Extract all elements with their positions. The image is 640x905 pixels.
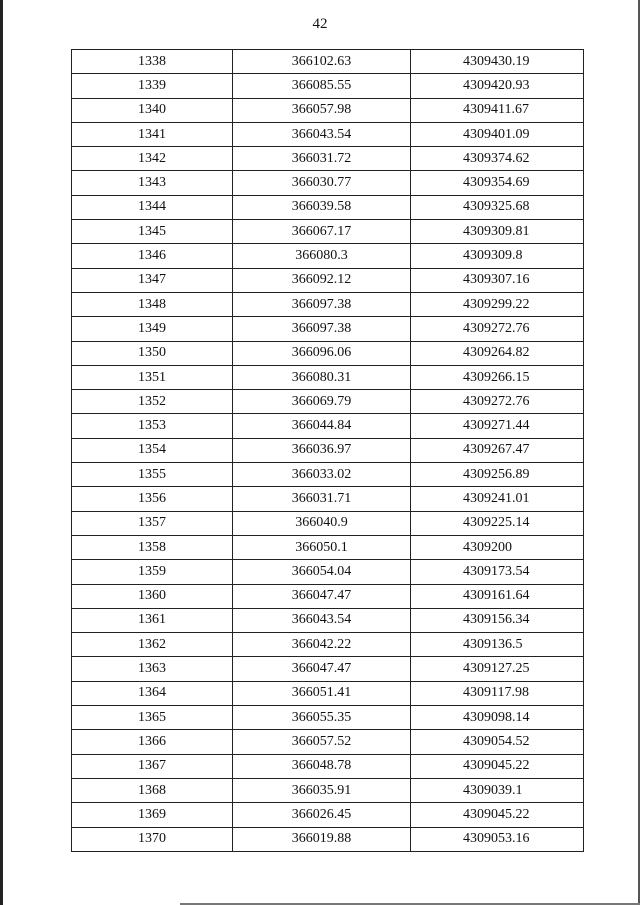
x-coordinate-cell: 366096.06 — [233, 341, 411, 365]
x-coordinate-cell: 366102.63 — [233, 50, 411, 74]
y-coordinate-cell: 4309256.89 — [411, 463, 584, 487]
point-number-cell: 1349 — [72, 317, 233, 341]
point-number-cell: 1365 — [72, 706, 233, 730]
point-number-cell: 1358 — [72, 535, 233, 559]
y-coordinate-cell: 4309307.16 — [411, 268, 584, 292]
point-number-cell: 1348 — [72, 292, 233, 316]
table-row — [72, 463, 584, 487]
y-coordinate-cell: 4309267.47 — [411, 438, 584, 462]
y-coordinate-cell: 4309127.25 — [411, 657, 584, 681]
x-coordinate-cell: 366097.38 — [233, 292, 411, 316]
y-coordinate-cell: 4309039.1 — [411, 778, 584, 802]
point-number-cell: 1369 — [72, 803, 233, 827]
x-coordinate-cell: 366042.22 — [233, 633, 411, 657]
point-number-cell: 1345 — [72, 220, 233, 244]
y-coordinate-cell: 4309309.8 — [411, 244, 584, 268]
point-number-cell: 1356 — [72, 487, 233, 511]
y-coordinate-cell: 4309430.19 — [411, 50, 584, 74]
y-coordinate-cell: 4309136.5 — [411, 633, 584, 657]
x-coordinate-cell: 366055.35 — [233, 706, 411, 730]
table-row — [72, 778, 584, 802]
y-coordinate-cell: 4309225.14 — [411, 511, 584, 535]
point-number-cell: 1355 — [72, 463, 233, 487]
table-row — [72, 633, 584, 657]
x-coordinate-cell: 366080.31 — [233, 365, 411, 389]
y-coordinate-cell: 4309054.52 — [411, 730, 584, 754]
point-number-cell: 1352 — [72, 390, 233, 414]
y-coordinate-cell: 4309299.22 — [411, 292, 584, 316]
table-row — [72, 220, 584, 244]
point-number-cell: 1344 — [72, 195, 233, 219]
x-coordinate-cell: 366019.88 — [233, 827, 411, 851]
table-row — [72, 390, 584, 414]
point-number-cell: 1350 — [72, 341, 233, 365]
point-number-cell: 1338 — [72, 50, 233, 74]
table-row — [72, 268, 584, 292]
table-row — [72, 560, 584, 584]
y-coordinate-cell: 4309420.93 — [411, 74, 584, 98]
x-coordinate-cell: 366048.78 — [233, 754, 411, 778]
y-coordinate-cell: 4309309.81 — [411, 220, 584, 244]
y-coordinate-cell: 4309401.09 — [411, 122, 584, 146]
scan-edge-left — [0, 0, 3, 905]
point-number-cell: 1367 — [72, 754, 233, 778]
table-row — [72, 365, 584, 389]
table-row — [72, 292, 584, 316]
table-row — [72, 827, 584, 851]
table-row — [72, 74, 584, 98]
point-number-cell: 1359 — [72, 560, 233, 584]
x-coordinate-cell: 366039.58 — [233, 195, 411, 219]
point-number-cell: 1370 — [72, 827, 233, 851]
x-coordinate-cell: 366031.71 — [233, 487, 411, 511]
x-coordinate-cell: 366043.54 — [233, 608, 411, 632]
point-number-cell: 1360 — [72, 584, 233, 608]
y-coordinate-cell: 4309272.76 — [411, 390, 584, 414]
point-number-cell: 1364 — [72, 681, 233, 705]
table-row — [72, 244, 584, 268]
table-row — [72, 414, 584, 438]
y-coordinate-cell: 4309411.67 — [411, 98, 584, 122]
x-coordinate-cell: 366047.47 — [233, 657, 411, 681]
point-number-cell: 1368 — [72, 778, 233, 802]
point-number-cell: 1361 — [72, 608, 233, 632]
y-coordinate-cell: 4309200 — [411, 535, 584, 559]
y-coordinate-cell: 4309325.68 — [411, 195, 584, 219]
x-coordinate-cell: 366043.54 — [233, 122, 411, 146]
point-number-cell: 1347 — [72, 268, 233, 292]
x-coordinate-cell: 366036.97 — [233, 438, 411, 462]
y-coordinate-cell: 4309045.22 — [411, 803, 584, 827]
y-coordinate-cell: 4309354.69 — [411, 171, 584, 195]
point-number-cell: 1353 — [72, 414, 233, 438]
x-coordinate-cell: 366033.02 — [233, 463, 411, 487]
point-number-cell: 1366 — [72, 730, 233, 754]
x-coordinate-cell: 366069.79 — [233, 390, 411, 414]
table-row — [72, 122, 584, 146]
x-coordinate-cell: 366047.47 — [233, 584, 411, 608]
table-row — [72, 657, 584, 681]
point-number-cell: 1354 — [72, 438, 233, 462]
table-row — [72, 341, 584, 365]
y-coordinate-cell: 4309271.44 — [411, 414, 584, 438]
y-coordinate-cell: 4309173.54 — [411, 560, 584, 584]
table-row — [72, 706, 584, 730]
x-coordinate-cell: 366057.98 — [233, 98, 411, 122]
coordinates-table-body — [72, 50, 584, 852]
table-row — [72, 608, 584, 632]
x-coordinate-cell: 366035.91 — [233, 778, 411, 802]
y-coordinate-cell: 4309241.01 — [411, 487, 584, 511]
point-number-cell: 1346 — [72, 244, 233, 268]
x-coordinate-cell: 366031.72 — [233, 147, 411, 171]
point-number-cell: 1362 — [72, 633, 233, 657]
coordinates-table — [71, 49, 584, 852]
table-row — [72, 98, 584, 122]
y-coordinate-cell: 4309272.76 — [411, 317, 584, 341]
point-number-cell: 1339 — [72, 74, 233, 98]
y-coordinate-cell: 4309098.14 — [411, 706, 584, 730]
table-row — [72, 511, 584, 535]
table-row — [72, 681, 584, 705]
table-row — [72, 195, 584, 219]
y-coordinate-cell: 4309264.82 — [411, 341, 584, 365]
table-row — [72, 317, 584, 341]
table-row — [72, 147, 584, 171]
y-coordinate-cell: 4309053.16 — [411, 827, 584, 851]
x-coordinate-cell: 366057.52 — [233, 730, 411, 754]
point-number-cell: 1340 — [72, 98, 233, 122]
x-coordinate-cell: 366050.1 — [233, 535, 411, 559]
table-row — [72, 50, 584, 74]
table-row — [72, 730, 584, 754]
y-coordinate-cell: 4309117.98 — [411, 681, 584, 705]
point-number-cell: 1342 — [72, 147, 233, 171]
x-coordinate-cell: 366026.45 — [233, 803, 411, 827]
point-number-cell: 1363 — [72, 657, 233, 681]
point-number-cell: 1351 — [72, 365, 233, 389]
y-coordinate-cell: 4309266.15 — [411, 365, 584, 389]
point-number-cell: 1341 — [72, 122, 233, 146]
y-coordinate-cell: 4309156.34 — [411, 608, 584, 632]
page-number: 42 — [312, 16, 328, 32]
x-coordinate-cell: 366092.12 — [233, 268, 411, 292]
table-row — [72, 584, 584, 608]
table-row — [72, 754, 584, 778]
x-coordinate-cell: 366067.17 — [233, 220, 411, 244]
point-number-cell: 1357 — [72, 511, 233, 535]
x-coordinate-cell: 366054.04 — [233, 560, 411, 584]
table-row — [72, 803, 584, 827]
x-coordinate-cell: 366040.9 — [233, 511, 411, 535]
x-coordinate-cell: 366051.41 — [233, 681, 411, 705]
x-coordinate-cell: 366030.77 — [233, 171, 411, 195]
x-coordinate-cell: 366044.84 — [233, 414, 411, 438]
point-number-cell: 1343 — [72, 171, 233, 195]
y-coordinate-cell: 4309161.64 — [411, 584, 584, 608]
x-coordinate-cell: 366097.38 — [233, 317, 411, 341]
table-row — [72, 171, 584, 195]
x-coordinate-cell: 366080.3 — [233, 244, 411, 268]
table-row — [72, 438, 584, 462]
table-row — [72, 535, 584, 559]
y-coordinate-cell: 4309045.22 — [411, 754, 584, 778]
table-row — [72, 487, 584, 511]
y-coordinate-cell: 4309374.62 — [411, 147, 584, 171]
x-coordinate-cell: 366085.55 — [233, 74, 411, 98]
